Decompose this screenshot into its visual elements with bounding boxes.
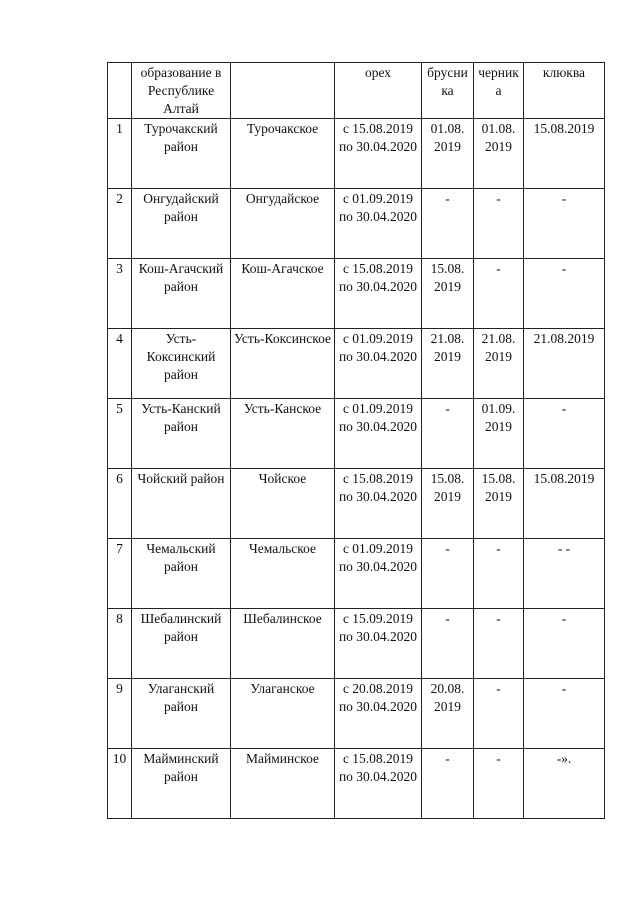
cell-num: 2	[108, 189, 132, 259]
cell-forestry: Чойское	[231, 469, 335, 539]
cell-district: Чемальский район	[132, 539, 231, 609]
cell-blueberry: -	[474, 679, 524, 749]
cell-district: Чойский район	[132, 469, 231, 539]
cell-nut: с 15.08.2019 по 30.04.2020	[335, 119, 422, 189]
cell-lingonberry: -	[422, 399, 474, 469]
table-row	[108, 749, 605, 819]
cell-lingonberry: -	[422, 539, 474, 609]
cell-blueberry: -	[474, 749, 524, 819]
cell-blueberry: -	[474, 189, 524, 259]
cell-num: 9	[108, 679, 132, 749]
cell-nut: с 15.08.2019 по 30.04.2020	[335, 259, 422, 329]
cell-cranberry: 15.08.2019	[524, 469, 605, 539]
cell-blueberry: 15.08. 2019	[474, 469, 524, 539]
cell-lingonberry: 15.08. 2019	[422, 259, 474, 329]
cell-cranberry: -	[524, 259, 605, 329]
table-row	[108, 609, 605, 679]
cell-district: Улаганский район	[132, 679, 231, 749]
cell-blueberry: -	[474, 609, 524, 679]
header-cell-cranberry: клюква	[524, 63, 605, 119]
cell-cranberry: 15.08.2019	[524, 119, 605, 189]
cell-nut: с 20.08.2019 по 30.04.2020	[335, 679, 422, 749]
cell-cranberry: -	[524, 679, 605, 749]
cell-lingonberry: 21.08. 2019	[422, 329, 474, 399]
cell-district: Усть-Коксинский район	[132, 329, 231, 399]
cell-nut: с 01.09.2019 по 30.04.2020	[335, 399, 422, 469]
cell-nut: с 01.09.2019 по 30.04.2020	[335, 189, 422, 259]
table-row	[108, 469, 605, 539]
table-row	[108, 259, 605, 329]
cell-num: 1	[108, 119, 132, 189]
table-row	[108, 539, 605, 609]
cell-cranberry: -	[524, 609, 605, 679]
cell-lingonberry: 15.08. 2019	[422, 469, 474, 539]
cell-forestry: Турочакское	[231, 119, 335, 189]
header-cell-forestry	[231, 63, 335, 119]
cell-cranberry: -	[524, 189, 605, 259]
header-cell-blueberry: черника	[474, 63, 524, 119]
cell-num: 7	[108, 539, 132, 609]
cell-nut: с 15.08.2019 по 30.04.2020	[335, 469, 422, 539]
cell-forestry: Чемальское	[231, 539, 335, 609]
table-row	[108, 679, 605, 749]
cell-district: Усть-Канский район	[132, 399, 231, 469]
cell-district: Шебалинский район	[132, 609, 231, 679]
cell-num: 4	[108, 329, 132, 399]
cell-forestry: Майминское	[231, 749, 335, 819]
cell-district: Кош-Агачский район	[132, 259, 231, 329]
cell-lingonberry: -	[422, 609, 474, 679]
cell-nut: с 01.09.2019 по 30.04.2020	[335, 539, 422, 609]
cell-forestry: Усть-Коксинское	[231, 329, 335, 399]
cell-cranberry: - -	[524, 539, 605, 609]
cell-num: 10	[108, 749, 132, 819]
table-row	[108, 119, 605, 189]
cell-num: 5	[108, 399, 132, 469]
cell-forestry: Усть-Канское	[231, 399, 335, 469]
cell-lingonberry: 01.08. 2019	[422, 119, 474, 189]
cell-cranberry: 21.08.2019	[524, 329, 605, 399]
cell-blueberry: 01.08. 2019	[474, 119, 524, 189]
cell-district: Майминский район	[132, 749, 231, 819]
cell-blueberry: -	[474, 259, 524, 329]
cell-blueberry: -	[474, 539, 524, 609]
cell-lingonberry: -	[422, 749, 474, 819]
table-header-row	[108, 63, 605, 119]
header-cell-district: образование в Республике Алтай	[132, 63, 231, 119]
header-cell-num	[108, 63, 132, 119]
harvest-schedule-table	[107, 62, 605, 819]
cell-forestry: Кош-Агачское	[231, 259, 335, 329]
cell-lingonberry: -	[422, 189, 474, 259]
cell-nut: с 15.08.2019 по 30.04.2020	[335, 749, 422, 819]
cell-lingonberry: 20.08. 2019	[422, 679, 474, 749]
table-row	[108, 399, 605, 469]
cell-num: 3	[108, 259, 132, 329]
cell-cranberry: -».	[524, 749, 605, 819]
cell-nut: с 01.09.2019 по 30.04.2020	[335, 329, 422, 399]
header-cell-nut: орех	[335, 63, 422, 119]
table-row	[108, 189, 605, 259]
cell-forestry: Онгудайское	[231, 189, 335, 259]
header-cell-lingonberry: брусника	[422, 63, 474, 119]
cell-blueberry: 01.09. 2019	[474, 399, 524, 469]
cell-district: Турочакский район	[132, 119, 231, 189]
cell-cranberry: -	[524, 399, 605, 469]
cell-district: Онгудайский район	[132, 189, 231, 259]
cell-blueberry: 21.08. 2019	[474, 329, 524, 399]
cell-nut: с 15.09.2019 по 30.04.2020	[335, 609, 422, 679]
cell-forestry: Шебалинское	[231, 609, 335, 679]
cell-forestry: Улаганское	[231, 679, 335, 749]
cell-num: 8	[108, 609, 132, 679]
cell-num: 6	[108, 469, 132, 539]
table-row	[108, 329, 605, 399]
